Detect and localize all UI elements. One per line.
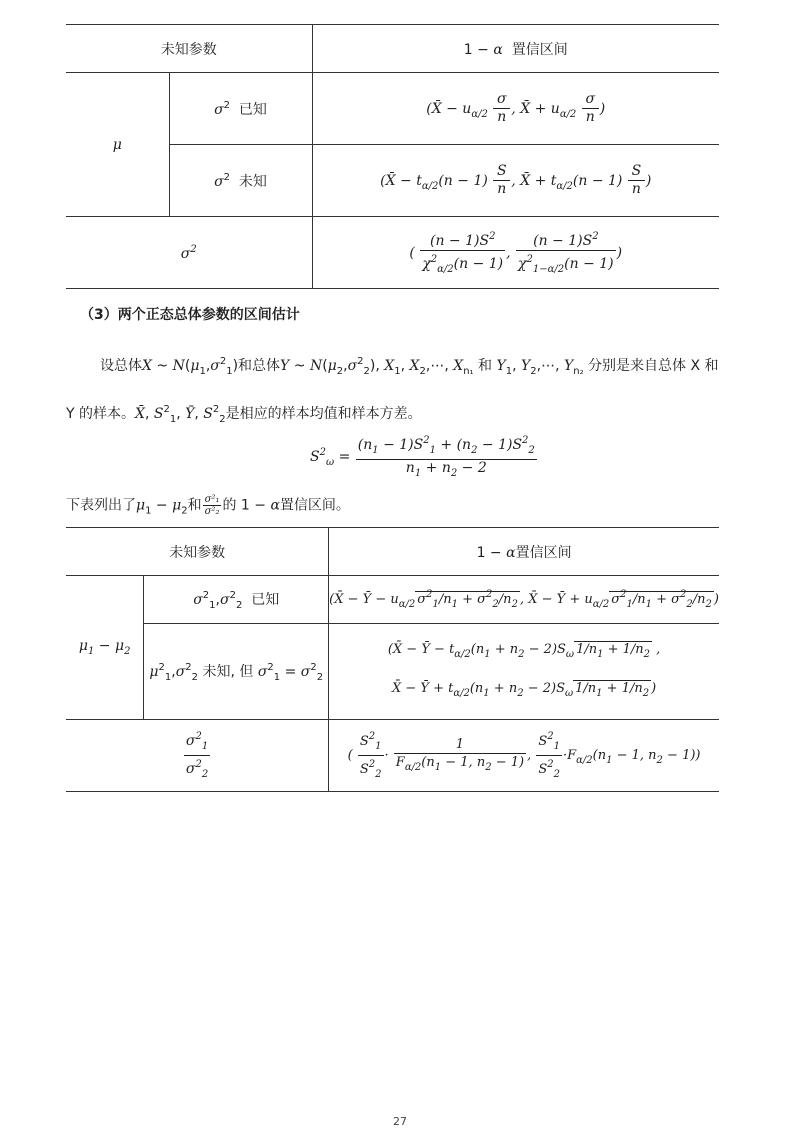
formula-mu-unknown: (X̄ − $t_{\alpha/2}(n - 1)$ $\frac{S}{n}$ , X̄ + $t_{\alpha/2}(n - 1)$ $\frac{S}{n}$ ) <box>312 145 719 217</box>
single-population-table <box>66 24 719 289</box>
paragraph-populations: 设总体X ~ $N(\mu_1,\sigma^2_1)$和总体Y ~ $N(\mu_2,\sigma^2_2)$, $X_1$, $X_2,\cdots$, $X_{n_1}$ 和 $Y_1$, $Y_2,\cdots$, $Y_{n_2}$ 分别是来自总体 X 和 <box>100 356 719 377</box>
header-param-2: 未知参数 <box>66 528 329 576</box>
page-number: 27 <box>393 1115 407 1128</box>
formula-mu-known: (X̄ − $u_{\alpha/2}$ $\frac{\sigma}{n}$ , X̄ + $u_{\alpha/2}$ $\frac{\sigma}{n}$ ) <box>312 73 719 145</box>
formula-ratio: ( $\frac{S^2_1}{S^2_2}$ · $\frac{1}{F_{\alpha/2}(n_1 - 1, n_2 - 1)}$ , $\frac{S^2_1}{S^2_2}$ $\cdot F_{\alpha/2}(n_1 - 1$, $n_2 - 1$)) <box>329 720 719 792</box>
cond-unknown-equal: $\mu^2_1,\sigma^2_2$ 未知, 但 $\sigma^2_1 = \sigma^2_2$ <box>144 624 329 720</box>
formula-diff-known: (X̄ − Ȳ − $u_{\alpha/2}$ $\sigma^2_1/n_1 + \sigma^2_2/n_2$ , X̄ − Ȳ + $u_{\alpha/2}$ $\sigma^2_1/n_1 + \sigma^2_2/n_2$ ) <box>329 576 719 624</box>
paragraph-table-intro: 下表列出了$\mu_1 - \mu_2$和 $\frac{\text{σ²₁}}{\text{σ²₂}}$ 的 1 − α置信区间。 <box>66 494 350 517</box>
section-heading: （3）两个正态总体参数的区间估计 <box>80 307 300 323</box>
paragraph-samples: Y 的样本。X̄, $S^2_1$, Ȳ, $S^2_2$是相应的样本均值和样本方差。 <box>66 404 422 425</box>
header-interval-2: 1 − α置信区间 <box>329 528 719 576</box>
cond-sigma2-unknown: $\sigma^2$ 未知 <box>169 145 312 217</box>
header-interval: 1 − α 置信区间 <box>312 25 719 73</box>
param-ratio: $\frac{\sigma^2_1}{\sigma^2_2}$ <box>66 720 329 792</box>
cond-both-known: $\sigma^2_1,\sigma^2_2$ 已知 <box>144 576 329 624</box>
header-param: 未知参数 <box>66 25 312 73</box>
pooled-variance-formula: $S^2_\omega$ = $\frac{(n_1 - 1)S^2_1 + (n_2 - 1)S^2_2}{n_1 + n_2 - 2}$ <box>310 432 538 482</box>
formula-diff-unknown: (X̄ − Ȳ − $t_{\alpha/2}(n_1 + n_2 - 2)S_\omega$ $1/n_1 + 1/n_2$ , X̄ − Ȳ + $t_{\alpha/2}(n_1 + n_2 - 2)S_\omega$ $1/n_1 + 1/n_2$ ) <box>329 624 719 720</box>
param-mu: μ <box>66 73 169 217</box>
cond-sigma2-known: $\sigma^2$ 已知 <box>169 73 312 145</box>
param-sigma2: $\sigma^2$ <box>66 217 312 289</box>
param-mu-diff: $\mu_1 - \mu_2$ <box>66 576 144 720</box>
two-population-table <box>66 527 719 792</box>
formula-sigma: ( $\frac{(n - 1)S^2}{\chi^2_{\alpha/2}(n - 1)}$ , $\frac{(n - 1)S^2}{\chi^2_{1-\alpha/2}(n - 1)}$ ) <box>312 217 719 289</box>
